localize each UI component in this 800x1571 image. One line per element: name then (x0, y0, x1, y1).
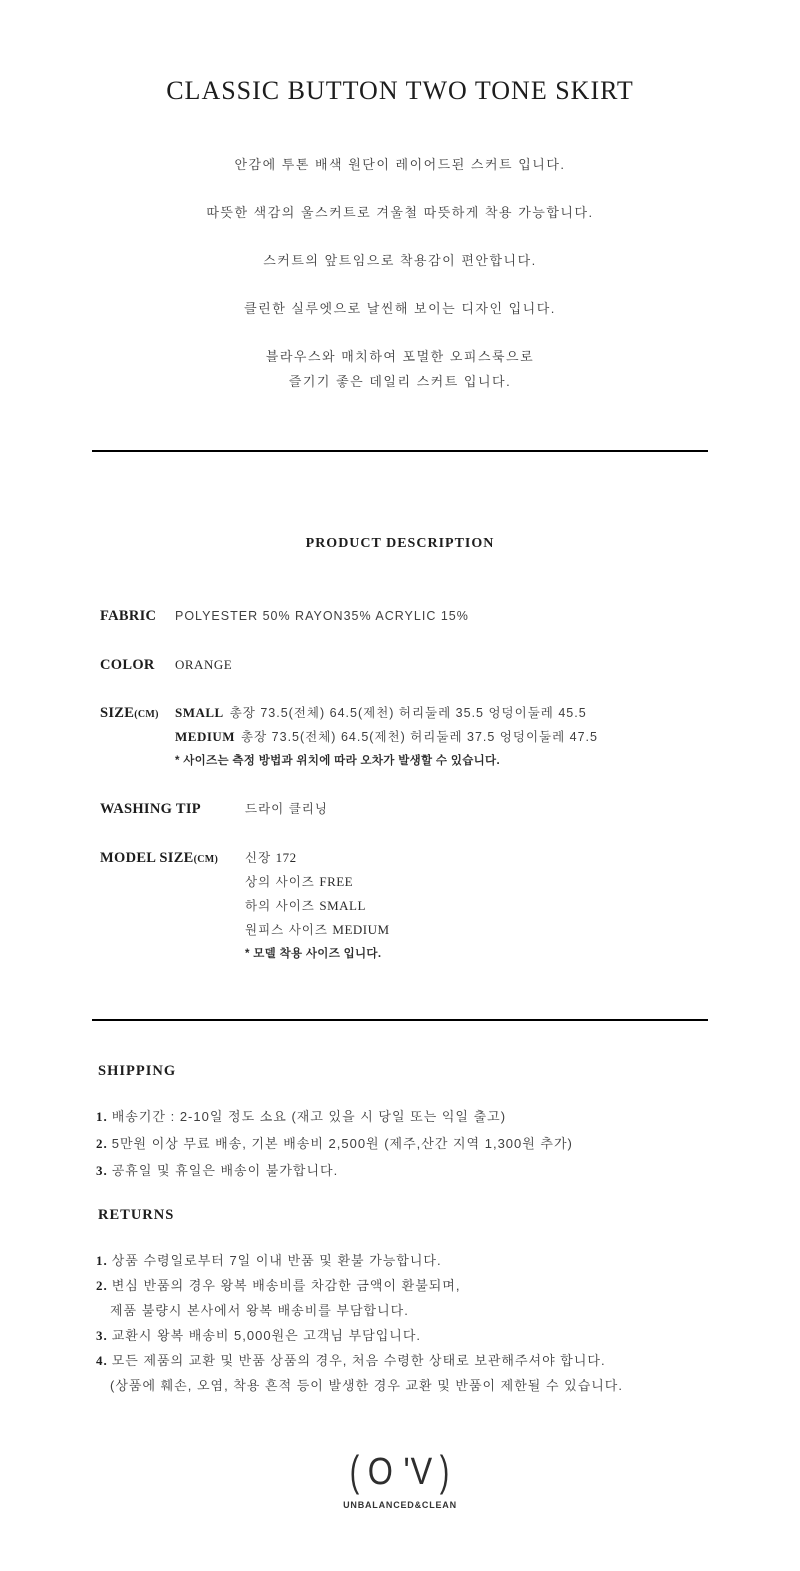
fabric-label: FABRIC (100, 608, 157, 624)
shipping-item: 3. 공휴일 및 휴일은 배송이 불가합니다. (96, 1163, 339, 1178)
logo-bracket-right: ) (440, 1448, 451, 1496)
returns-item: 2. 변심 반품의 경우 왕복 배송비를 차감한 금액이 환불되며, (96, 1278, 461, 1293)
intro-line: 즐기기 좋은 데일리 스커트 입니다. (288, 374, 512, 389)
intro-line: 블라우스와 매치하여 포멀한 오피스룩으로 (265, 349, 535, 364)
intro-line: 스커트의 앞트임으로 착용감이 편안합니다. (263, 253, 537, 268)
returns-heading: RETURNS (98, 1207, 175, 1223)
brand-logo (0, 1446, 800, 1510)
size-line-small (175, 701, 598, 725)
section-divider (92, 450, 708, 452)
returns-list (0, 1248, 800, 1398)
brand-logo-mark (0, 1446, 800, 1498)
shipping-item: 2. 5만원 이상 무료 배송, 기본 배송비 2,500원 (제주,산간 지역 1,300원 추가) (96, 1136, 573, 1151)
model-size-unit: (CM) (193, 854, 219, 865)
spec-row-fabric (0, 604, 800, 628)
intro-line: 클린한 실루엣으로 날씬해 보이는 디자인 입니다. (244, 301, 556, 316)
washing-tip-value: 드라이 클리닝 (245, 802, 328, 816)
intro-line: 따뜻한 색감의 울스커트로 겨울철 따뜻하게 착용 가능합니다. (206, 205, 594, 220)
returns-item: 1. 상품 수령일로부터 7일 이내 반품 및 환불 가능합니다. (96, 1253, 442, 1268)
returns-item-continuation: (상품에 훼손, 오염, 착용 흔적 등이 발생한 경우 교환 및 반품이 제한될 수 있습니다. (110, 1378, 623, 1393)
logo-letters: O 'V (367, 1451, 433, 1493)
model-height-line: 신장 172 (245, 850, 297, 865)
washing-tip-label: WASHING TIP (100, 801, 201, 817)
spec-row-washing-tip (0, 797, 800, 821)
spec-row-size (0, 701, 800, 773)
size-label: SIZE(CM) (100, 705, 159, 721)
size-medium-label: MEDIUM (175, 729, 236, 744)
intro-line: 안감에 투톤 배색 원단이 레이어드된 스커트 입니다. (234, 157, 566, 172)
model-size-note: * 모델 착용 사이즈 입니다. (245, 948, 382, 960)
spec-row-model-size (0, 846, 800, 966)
model-onepiece-line: 원피스 사이즈 MEDIUM (245, 922, 390, 937)
page-title: CLASSIC BUTTON TWO TONE SKIRT (166, 76, 634, 105)
size-unit: (CM) (134, 709, 159, 720)
returns-item: 3. 교환시 왕복 배송비 5,000원은 고객님 부담입니다. (96, 1328, 421, 1343)
model-size-values (245, 846, 390, 966)
returns-item-continuation: 제품 불량시 본사에서 왕복 배송비를 부담합니다. (110, 1303, 409, 1318)
logo-bracket-left: ( (349, 1448, 360, 1496)
shipping-item: 1. 배송기간 : 2-10일 정도 소요 (재고 있을 시 당일 또는 익일 출고) (96, 1109, 507, 1124)
color-label: COLOR (100, 657, 155, 673)
fabric-value: POLYESTER 50% RAYON35% ACRYLIC 15% (175, 609, 469, 623)
product-intro (0, 157, 800, 390)
model-top-line: 상의 사이즈 FREE (245, 874, 354, 889)
color-value: ORANGE (175, 657, 233, 672)
model-bottom-line: 하의 사이즈 SMALL (245, 898, 366, 913)
size-medium-value: 총장 73.5(전체) 64.5(제천) 허리둘레 37.5 엉덩이둘레 47.5 (241, 730, 598, 744)
section-divider (92, 1019, 708, 1021)
shipping-heading: SHIPPING (98, 1063, 177, 1079)
size-small-value: 총장 73.5(전체) 64.5(제천) 허리둘레 35.5 엉덩이둘레 45.5 (229, 706, 587, 720)
size-small-label: SMALL (175, 705, 224, 720)
size-note: * 사이즈는 측정 방법과 위치에 따라 오차가 발생할 수 있습니다. (175, 755, 500, 767)
size-line-medium (175, 725, 598, 749)
model-size-label: MODEL SIZE(CM) (100, 850, 219, 866)
size-values (175, 701, 598, 773)
shipping-list (0, 1103, 800, 1184)
spec-row-color (0, 653, 800, 677)
returns-item: 4. 모든 제품의 교환 및 반품 상품의 경우, 처음 수령한 상태로 보관해주셔야 합니다. (96, 1353, 606, 1368)
brand-logo-subtitle: UNBALANCED&CLEAN (343, 1500, 457, 1510)
product-description-heading: PRODUCT DESCRIPTION (305, 536, 495, 551)
